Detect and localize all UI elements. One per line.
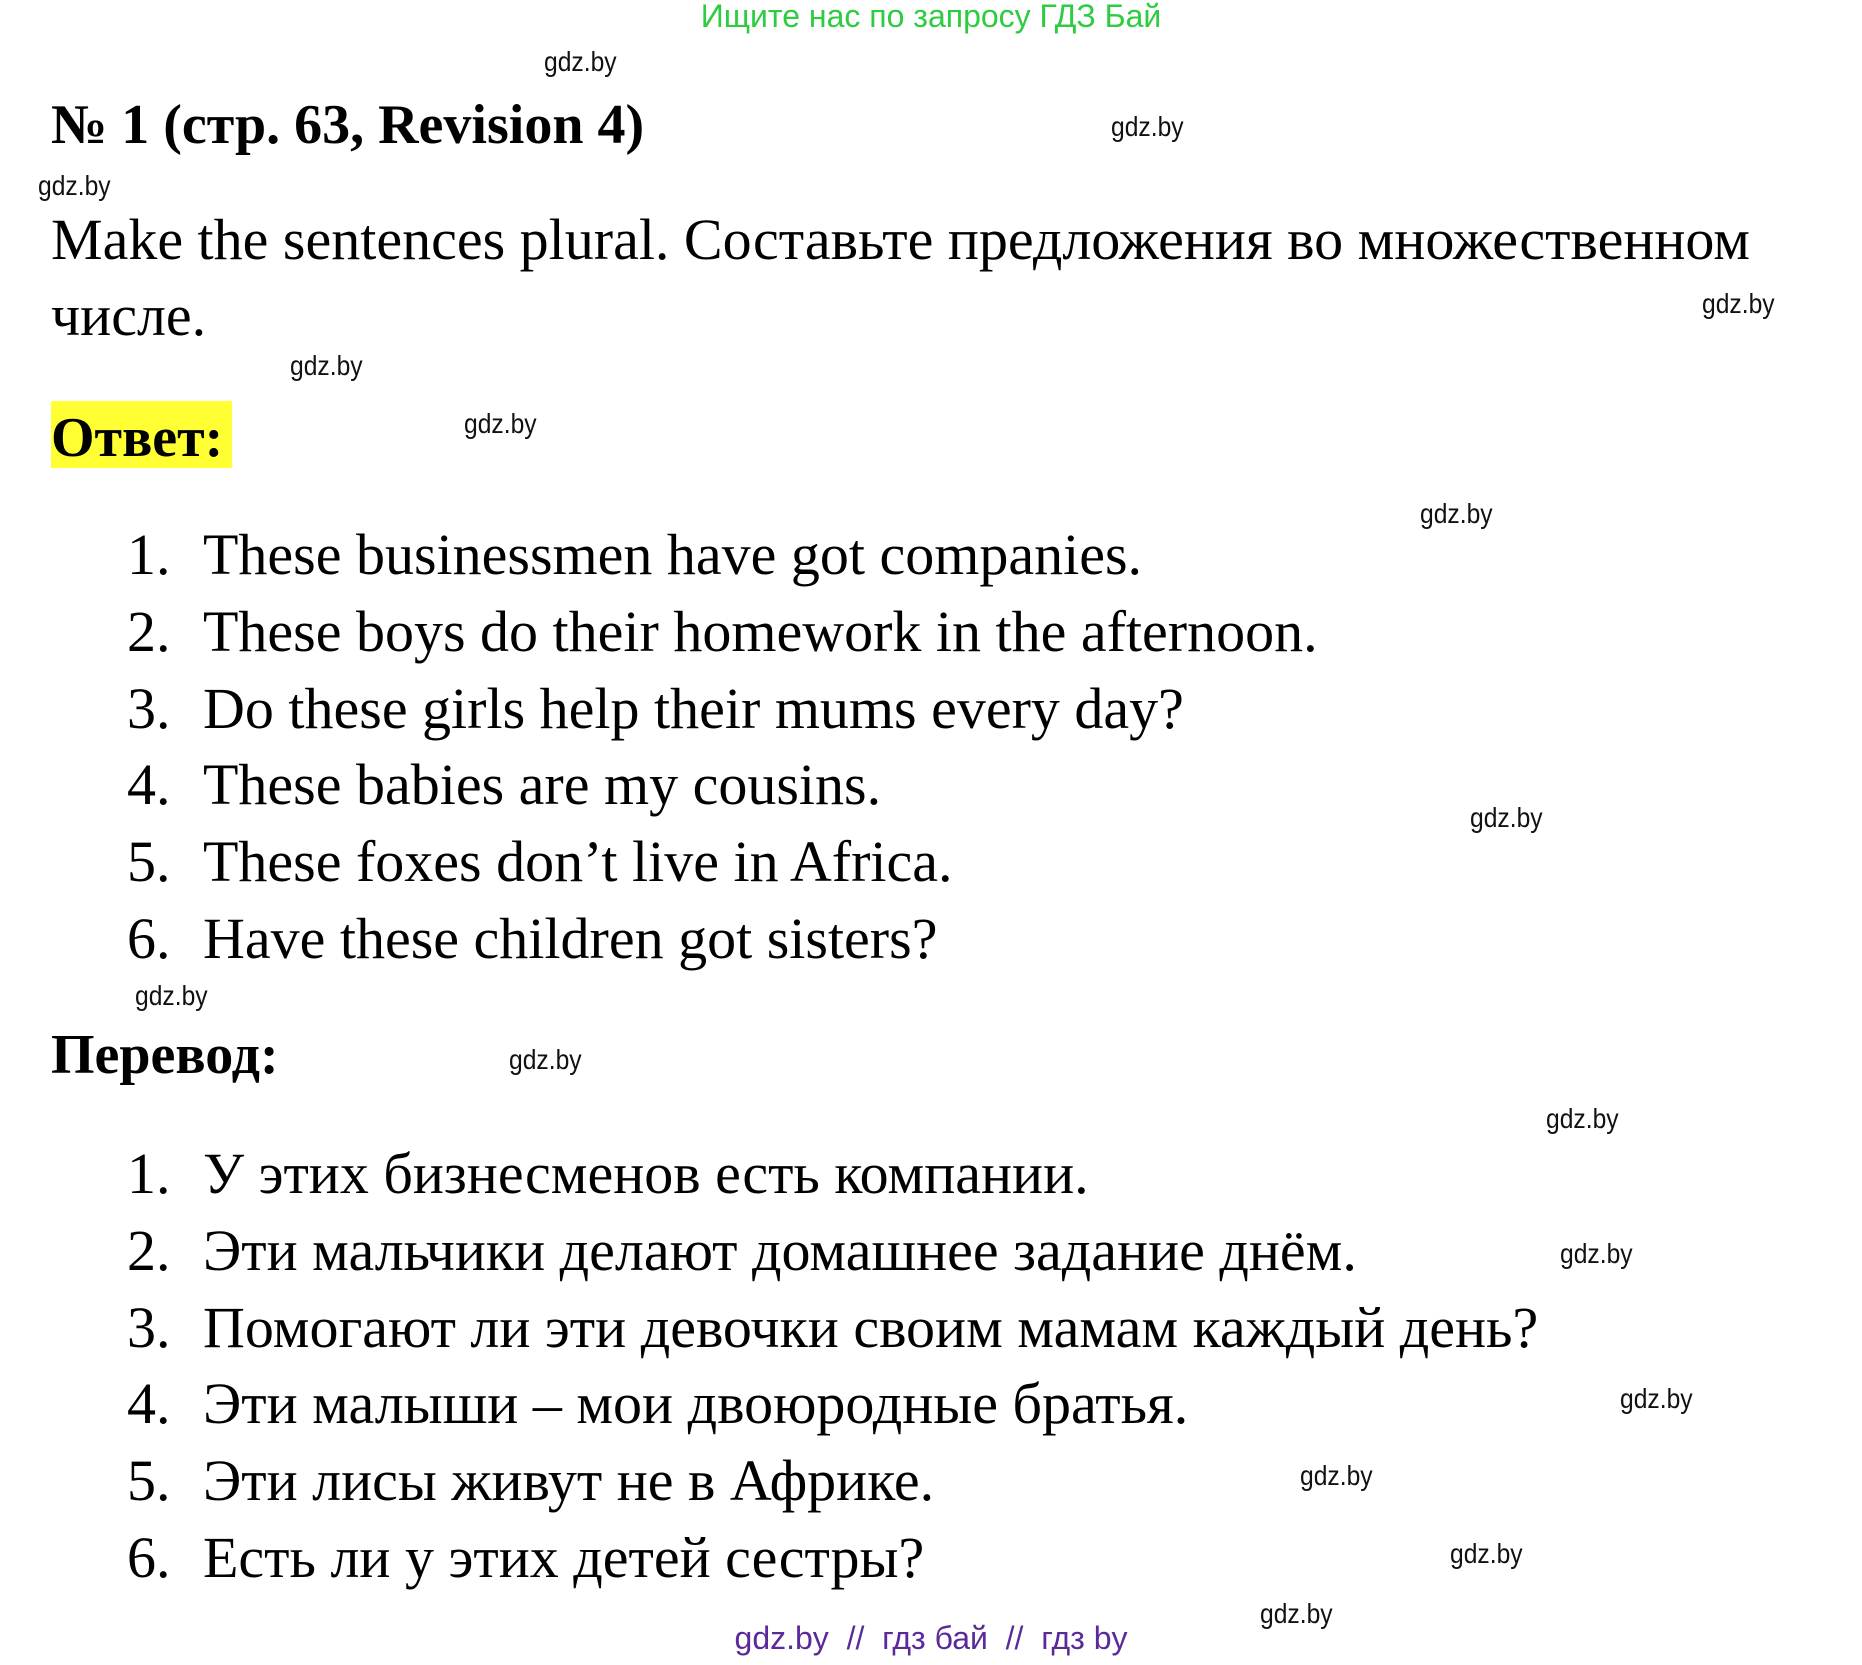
watermark: gdz.by <box>135 980 208 1011</box>
item-number: 2. <box>127 1218 171 1283</box>
watermark: gdz.by <box>1420 498 1493 529</box>
item-number: 5. <box>127 829 171 894</box>
watermark: gdz.by <box>1450 1538 1523 1569</box>
watermark: gdz.by <box>1702 288 1775 319</box>
item-text: Do these girls help their mums every day? <box>203 676 1184 741</box>
item-text: These businessmen have got companies. <box>203 522 1143 587</box>
item-number: 3. <box>127 1295 171 1360</box>
footer-links: gdz.by // гдз бай // гдз by <box>734 1620 1128 1656</box>
watermark: gdz.by <box>544 46 617 77</box>
list-item <box>127 599 1318 664</box>
item-text: У этих бизнесменов есть компании. <box>203 1141 1089 1206</box>
item-text: These boys do their homework in the afternoon. <box>203 599 1318 664</box>
item-number: 4. <box>127 1371 171 1436</box>
item-number: 2. <box>127 599 171 664</box>
list-item <box>127 829 953 894</box>
list-item <box>127 906 938 971</box>
item-text: Помогают ли эти девочки своим мамам каждый день? <box>203 1295 1539 1360</box>
item-text: These foxes don’t live in Africa. <box>203 829 953 894</box>
list-item <box>127 1295 1539 1360</box>
item-text: These babies are my cousins. <box>203 752 882 817</box>
item-number: 3. <box>127 676 171 741</box>
item-number: 4. <box>127 752 171 817</box>
watermark: gdz.by <box>1300 1460 1373 1491</box>
item-number: 6. <box>127 1525 171 1590</box>
list-item <box>127 1525 925 1590</box>
watermark: gdz.by <box>1111 111 1184 142</box>
item-number: 1. <box>127 522 171 587</box>
item-text: Have these children got sisters? <box>203 906 938 971</box>
list-item <box>127 522 1143 587</box>
watermark: gdz.by <box>1470 802 1543 833</box>
page-title: № 1 (стр. 63, Revision 4) <box>51 94 645 156</box>
watermark: gdz.by <box>1560 1238 1633 1269</box>
item-text: Эти лисы живут не в Африке. <box>203 1448 935 1513</box>
watermark: gdz.by <box>38 170 111 201</box>
watermark: gdz.by <box>290 350 363 381</box>
item-number: 6. <box>127 906 171 971</box>
watermark: gdz.by <box>509 1044 582 1075</box>
list-item <box>127 1371 1189 1436</box>
list-item <box>127 1448 935 1513</box>
list-item <box>127 676 1184 741</box>
item-number: 1. <box>127 1141 171 1206</box>
watermark: gdz.by <box>1620 1383 1693 1414</box>
item-text: Есть ли у этих детей сестры? <box>203 1525 925 1590</box>
answer-heading: Ответ: <box>51 407 224 469</box>
item-number: 5. <box>127 1448 171 1513</box>
watermark: gdz.by <box>1260 1598 1333 1629</box>
list-item <box>127 1218 1357 1283</box>
list-item <box>127 1141 1089 1206</box>
item-text: Эти малыши – мои двоюродные братья. <box>203 1371 1189 1436</box>
watermark: gdz.by <box>464 408 537 439</box>
instruction-line-2: числе. <box>51 283 207 348</box>
list-item <box>127 752 882 817</box>
instruction-line-1: Make the sentences plural. Составьте предложения во множественном <box>51 207 1750 272</box>
search-banner: Ищите нас по запросу ГДЗ Бай <box>700 0 1162 34</box>
translation-heading: Перевод: <box>51 1024 279 1086</box>
watermark: gdz.by <box>1546 1103 1619 1134</box>
item-text: Эти мальчики делают домашнее задание днём. <box>203 1218 1357 1283</box>
